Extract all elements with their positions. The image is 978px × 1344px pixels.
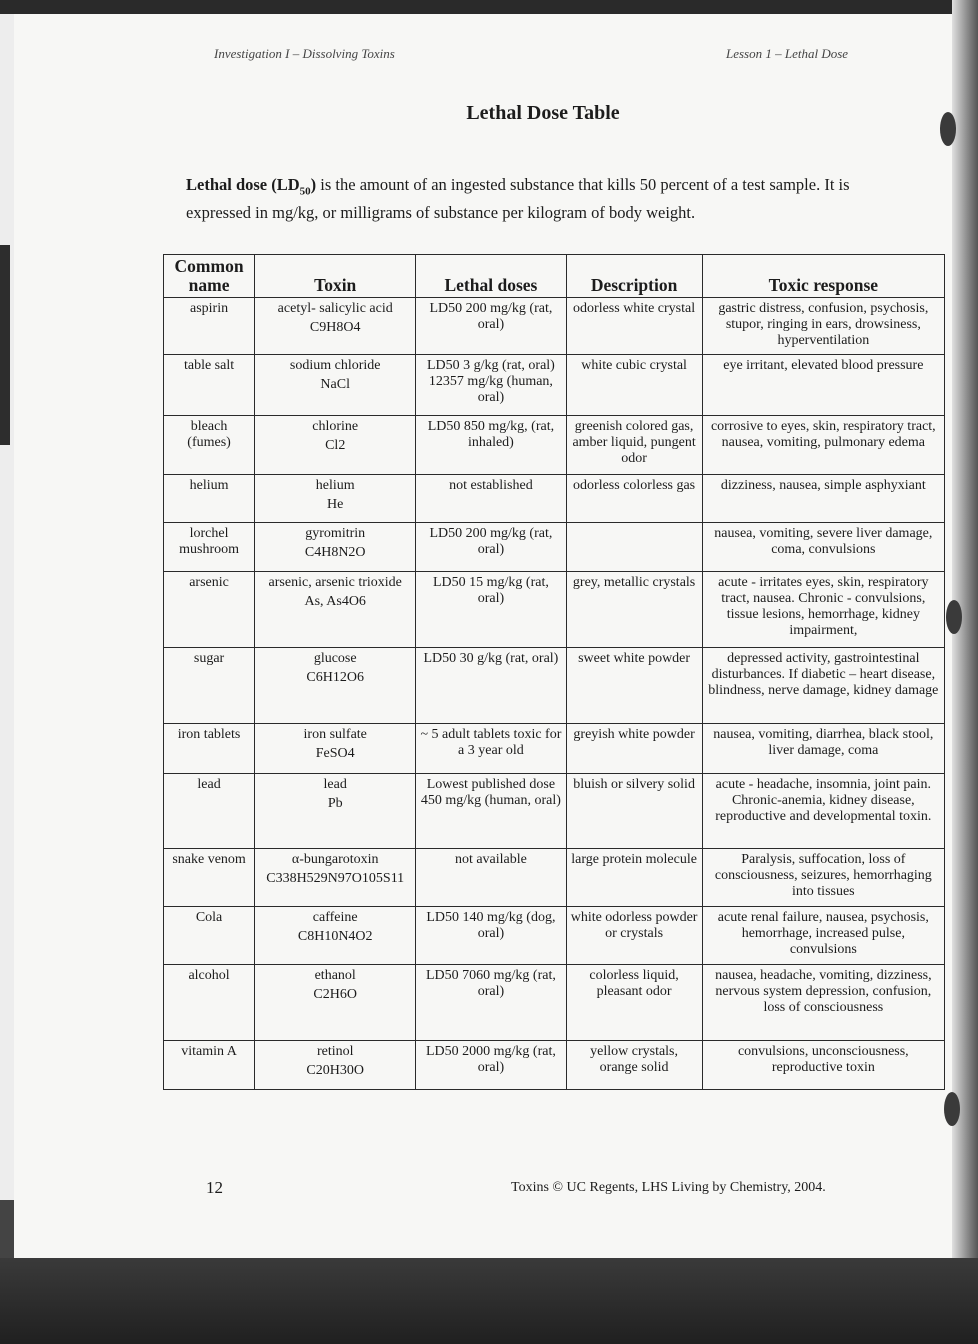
lethal-dose-cell: not available — [416, 849, 566, 907]
column-header-lethal-doses: Lethal doses — [416, 255, 566, 298]
toxin-cell: α-bungarotoxin C338H529N97O105S11 — [255, 849, 416, 907]
lethal-dose-cell: LD50 2000 mg/kg (rat, oral) — [416, 1041, 566, 1090]
lethal-dose-cell: LD50 850 mg/kg, (rat, inhaled) — [416, 416, 566, 475]
toxin-cell: arsenic, arsenic trioxide As, As4O6 — [255, 572, 416, 648]
chemical-formula: Cl2 — [325, 438, 346, 453]
toxic-response-cell: gastric distress, confusion, psychosis, stupor, ringing in ears, drowsiness, hyperventilation — [702, 298, 944, 355]
chemical-formula: C4H8N2O — [304, 545, 366, 560]
chemical-formula: As, As4O6 — [304, 594, 366, 609]
toxic-response-cell: depressed activity, gastrointestinal disturbances. If diabetic – heart disease, blindness, nerve damage, kidney damage — [702, 648, 944, 724]
toxic-response-cell: Paralysis, suffocation, loss of consciousness, seizures, hemorrhaging into tissues — [702, 849, 944, 907]
description-cell: greyish white powder — [566, 724, 702, 774]
chemical-formula: C2H6O — [313, 987, 357, 1002]
toxic-response-cell: nausea, vomiting, diarrhea, black stool, liver damage, coma — [702, 724, 944, 774]
toxin-cell: sodium chloride NaCl — [255, 355, 416, 416]
common-name-cell: alcohol — [164, 965, 255, 1041]
lethal-dose-cell: LD50 200 mg/kg (rat, oral) — [416, 523, 566, 572]
scan-bottom-border — [0, 1258, 978, 1344]
toxin-cell: gyromitrin C4H8N2O — [255, 523, 416, 572]
toxic-response-cell: acute - irritates eyes, skin, respiratory tract, nausea. Chronic - convulsions, tissue lesions, hemorrhage, kidney impairment, — [702, 572, 944, 648]
intro-text: is the amount of an ingested substance that kills 50 percent of a test sample. It is expressed in mg/kg, or milligrams of substance per kilogram of body weight. — [186, 175, 850, 223]
chemical-formula: C338H529N97O105S11 — [266, 871, 405, 886]
binder-hole-icon — [946, 600, 962, 634]
table-row — [164, 572, 945, 648]
lethal-dose-cell: LD50 30 g/kg (rat, oral) — [416, 648, 566, 724]
chemical-formula: Pb — [327, 796, 343, 811]
toxin-cell: iron sulfate FeSO4 — [255, 724, 416, 774]
description-cell — [566, 523, 702, 572]
toxin-cell: glucose C6H12O6 — [255, 648, 416, 724]
description-cell: large protein molecule — [566, 849, 702, 907]
common-name-cell: lorchel mushroom — [164, 523, 255, 572]
common-name-cell: bleach (fumes) — [164, 416, 255, 475]
toxic-response-cell: nausea, vomiting, severe liver damage, coma, convulsions — [702, 523, 944, 572]
common-name-cell: arsenic — [164, 572, 255, 648]
toxin-cell: acetyl- salicylic acid C9H8O4 — [255, 298, 416, 355]
common-name-cell: table salt — [164, 355, 255, 416]
lethal-dose-cell: ~ 5 adult tablets toxic for a 3 year old — [416, 724, 566, 774]
common-name-cell: lead — [164, 774, 255, 849]
description-cell: odorless colorless gas — [566, 475, 702, 523]
chemical-formula: C8H10N4O2 — [297, 929, 373, 944]
table-row — [164, 774, 945, 849]
description-cell: yellow crystals, orange solid — [566, 1041, 702, 1090]
table-row — [164, 475, 945, 523]
binder-hole-icon — [944, 1092, 960, 1126]
intro-term: Lethal dose $(LD_{50})$ — [186, 175, 317, 198]
description-cell: odorless white crystal — [566, 298, 702, 355]
lethal-dose-cell: LD50 15 mg/kg (rat, oral) — [416, 572, 566, 648]
lethal-dose-table — [163, 254, 945, 1090]
table-row — [164, 523, 945, 572]
running-header-right: Lesson 1 – Lethal Dose — [726, 46, 849, 61]
toxin-cell: chlorine Cl2 — [255, 416, 416, 475]
toxic-response-cell: nausea, headache, vomiting, dizziness, nervous system depression, confusion, loss of consciousness — [702, 965, 944, 1041]
column-header-common-name: Common name — [164, 255, 255, 298]
common-name-cell: iron tablets — [164, 724, 255, 774]
table-row — [164, 907, 945, 965]
common-name-cell: aspirin — [164, 298, 255, 355]
lethal-dose-cell: Lowest published dose 450 mg/kg (human, oral) — [416, 774, 566, 849]
description-cell: white odorless powder or crystals — [566, 907, 702, 965]
toxin-cell: helium He — [255, 475, 416, 523]
description-cell: greenish colored gas, amber liquid, pungent odor — [566, 416, 702, 475]
lethal-dose-cell: LD50 140 mg/kg (dog, oral) — [416, 907, 566, 965]
description-cell: sweet white powder — [566, 648, 702, 724]
running-header-left: Investigation I – Dissolving Toxins — [214, 46, 395, 61]
chemical-formula: FeSO4 — [315, 746, 355, 761]
toxin-cell: lead Pb — [255, 774, 416, 849]
toxic-response-cell: acute renal failure, nausea, psychosis, hemorrhage, increased pulse, convulsions — [702, 907, 944, 965]
common-name-cell: helium — [164, 475, 255, 523]
chemical-formula: C20H30O — [306, 1063, 364, 1078]
table-row — [164, 355, 945, 416]
table-row — [164, 648, 945, 724]
scan-left-edge — [0, 245, 10, 445]
page-number: 12 — [206, 1178, 223, 1197]
toxic-response-cell: eye irritant, elevated blood pressure — [702, 355, 944, 416]
lethal-dose-cell: LD50 200 mg/kg (rat, oral) — [416, 298, 566, 355]
toxic-response-cell: corrosive to eyes, skin, respiratory tract, nausea, vomiting, pulmonary edema — [702, 416, 944, 475]
common-name-cell: sugar — [164, 648, 255, 724]
chemical-formula: NaCl — [320, 377, 350, 392]
lethal-dose-cell: LD50 7060 mg/kg (rat, oral) — [416, 965, 566, 1041]
toxic-response-cell: dizziness, nausea, simple asphyxiant — [702, 475, 944, 523]
toxic-response-cell: acute - headache, insomnia, joint pain. Chronic-anemia, kidney disease, reproductive and developmental toxin. — [702, 774, 944, 849]
description-cell: colorless liquid, pleasant odor — [566, 965, 702, 1041]
lethal-dose-cell: not established — [416, 475, 566, 523]
column-header-toxin: Toxin — [255, 255, 416, 298]
toxin-cell: caffeine C8H10N4O2 — [255, 907, 416, 965]
page-title: Lethal Dose Table — [466, 102, 620, 124]
chemical-formula: He — [327, 497, 344, 512]
table-row — [164, 849, 945, 907]
column-header-toxic-response: Toxic response — [702, 255, 944, 298]
common-name-cell: snake venom — [164, 849, 255, 907]
description-cell: white cubic crystal — [566, 355, 702, 416]
lethal-dose-cell: LD50 3 g/kg (rat, oral) 12357 mg/kg (human, oral) — [416, 355, 566, 416]
chemical-formula: C6H12O6 — [306, 670, 364, 685]
toxin-cell: ethanol C2H6O — [255, 965, 416, 1041]
table-row — [164, 965, 945, 1041]
table-header-row — [164, 255, 945, 298]
table-row — [164, 298, 945, 355]
toxic-response-cell: convulsions, unconsciousness, reproductive toxin — [702, 1041, 944, 1090]
scan-top-border — [0, 0, 978, 14]
chemical-formula: C9H8O4 — [309, 320, 361, 335]
column-header-description: Description — [566, 255, 702, 298]
table-row — [164, 1041, 945, 1090]
description-cell: bluish or silvery solid — [566, 774, 702, 849]
toxin-cell: retinol C20H30O — [255, 1041, 416, 1090]
intro-paragraph — [186, 174, 886, 224]
copyright-notice: Toxins © UC Regents, LHS Living by Chemistry, 2004. — [511, 1180, 826, 1195]
table-row — [164, 724, 945, 774]
description-cell: grey, metallic crystals — [566, 572, 702, 648]
common-name-cell: Cola — [164, 907, 255, 965]
common-name-cell: vitamin A — [164, 1041, 255, 1090]
table-row — [164, 416, 945, 475]
